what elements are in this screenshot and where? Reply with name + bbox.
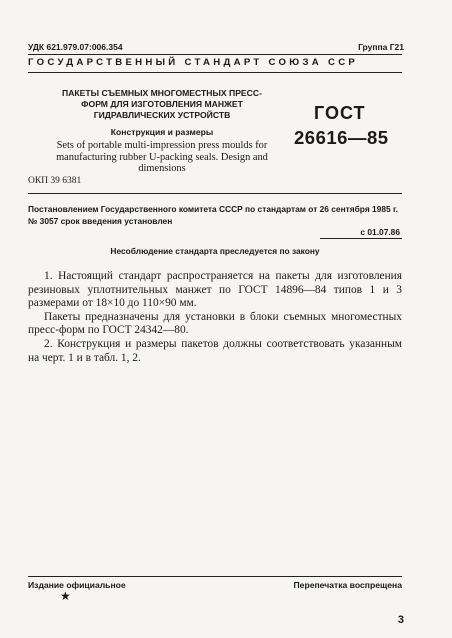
gost-label: ГОСТ — [314, 103, 366, 123]
document-title-ru: ПАКЕТЫ СЪЕМНЫХ МНОГОМЕСТНЫХ ПРЕСС-ФОРМ ДЛЯ ИЗГОТОВЛЕНИЯ МАНЖЕТ ГИДРАВЛИЧЕСКИХ УСТРОЙСТВ — [62, 88, 262, 120]
page-number: 3 — [397, 614, 404, 626]
body-text — [28, 270, 402, 365]
gost-number: 26616—85 — [294, 127, 389, 148]
star-icon: ★ — [60, 589, 71, 603]
state-standard-heading: ГОСУДАРСТВЕННЫЙ СТАНДАРТ СОЮЗА ССР — [28, 57, 359, 68]
date-underline — [320, 238, 402, 239]
group-code: Группа Г21 — [358, 42, 404, 52]
reprint-prohibited-label: Перепечатка воспрещена — [293, 580, 402, 590]
violation-notice: Несоблюдение стандарта преследуется по закону — [110, 246, 320, 256]
document-subtitle-ru: Конструкция и размеры — [110, 127, 214, 137]
okp-code: ОКП 39 6381 — [28, 176, 82, 186]
document-title-en: Sets of portable multi-impression press moulds for manufacturing rubber U-packing seals. Design and dimensions — [56, 140, 268, 174]
official-edition-label: Издание официальное — [28, 580, 126, 590]
footer-rule — [28, 576, 402, 577]
effective-date: с 01.07.86 — [360, 227, 400, 237]
mid-rule — [28, 193, 402, 194]
paragraph-2: Пакеты предназначены для установки в блоки съемных многоместных пресс-форм по ГОСТ 24342—80. — [28, 310, 402, 337]
resolution-text: Постановлением Государственного комитета СССР по стандартам от 26 сентября 1985 г. № 3057 срок введения установлен — [28, 204, 398, 226]
paragraph-3: 2. Конструкция и размеры пакетов должны соответствовать указанным на черт. 1 и в табл. 1, 2. — [28, 337, 402, 364]
top-rule-2 — [28, 72, 402, 73]
top-rule-1 — [28, 54, 402, 55]
paragraph-1: 1. Настоящий стандарт распространяется на пакеты для изготовления резиновых уплотнительных манжет по ГОСТ 14896—84 типов 1 и 3 размерами от 18×10 до 110×90 мм. — [28, 270, 402, 310]
udk-code: УДК 621.979.07:006.354 — [28, 42, 123, 52]
